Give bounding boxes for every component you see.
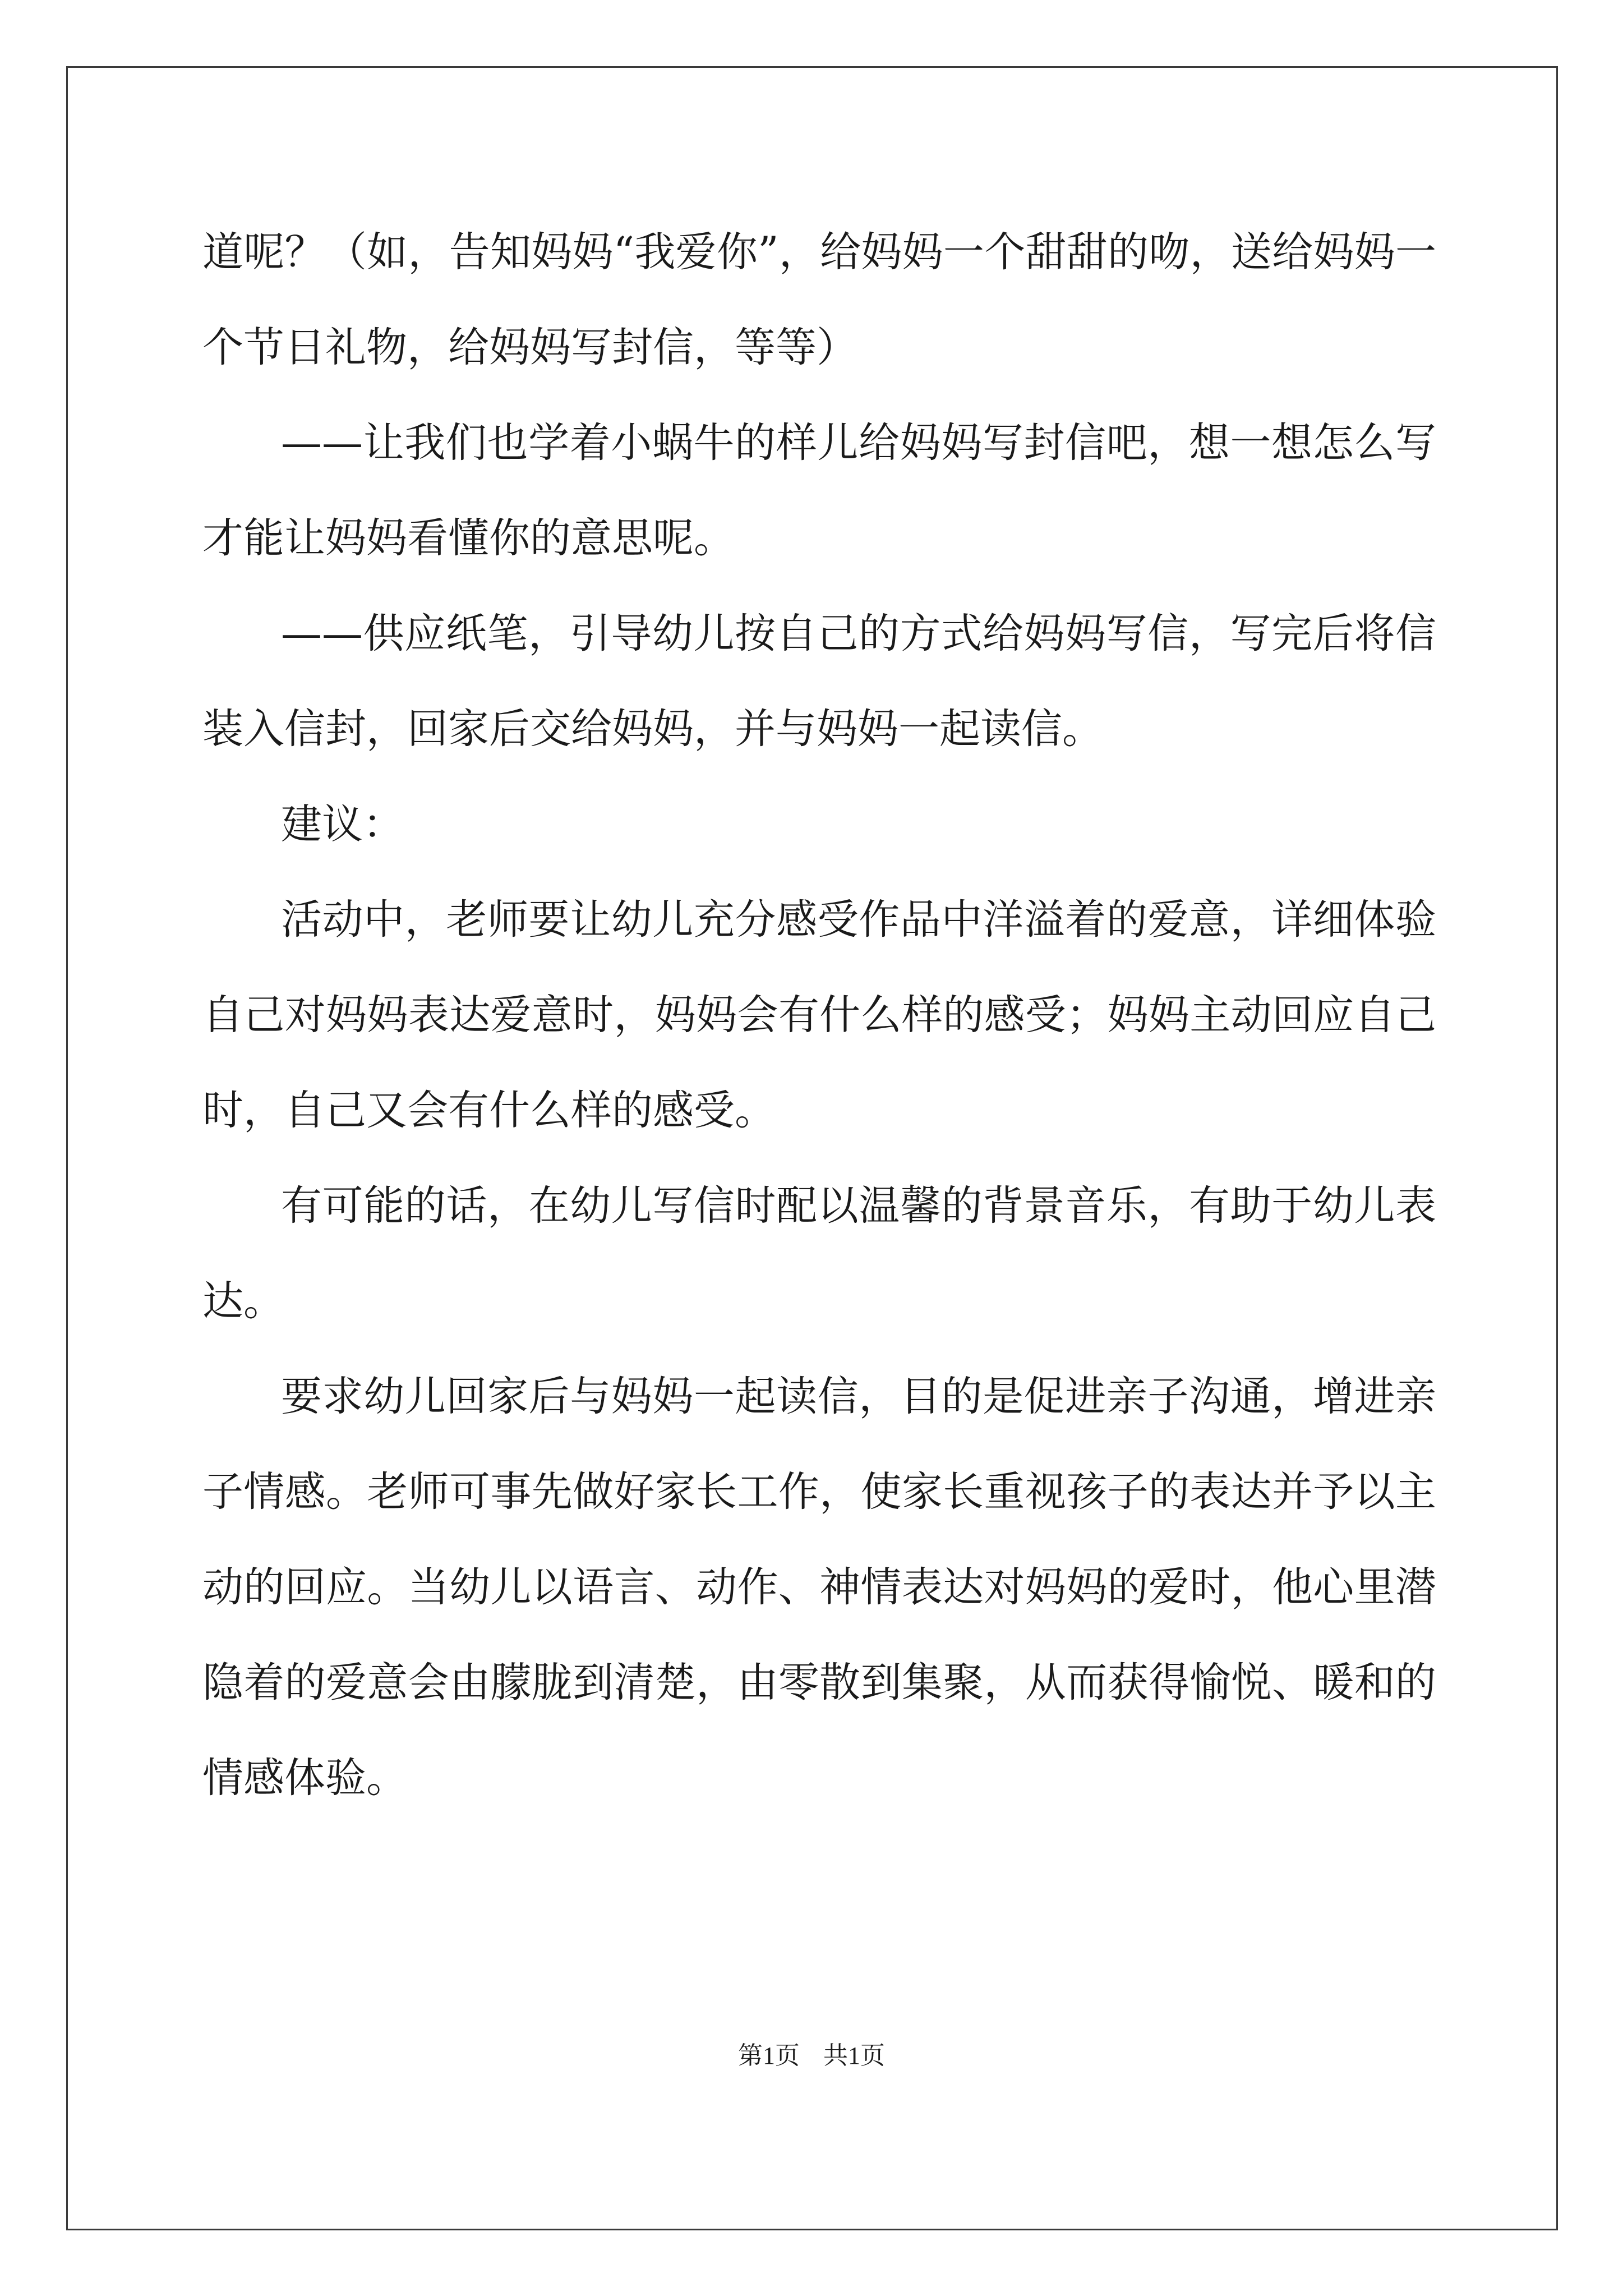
text-line: 才能让妈妈看懂你的意思呢。 (202, 514, 735, 562)
paragraph (202, 777, 1436, 872)
text-line: 个节日礼物，给妈妈写封信，等等） (202, 324, 857, 371)
text-line: 道呢？（如，告知妈妈“我爱你”，给妈妈一个甜甜的吻，送给妈妈一 (202, 228, 1436, 276)
text-line: 隐着的爱意会由朦胧到清楚，由零散到集聚，从而获得愉悦、暖和的 (202, 1659, 1436, 1706)
text-line: ——让我们也学着小蜗牛的样儿给妈妈写封信吧，想一想怎么写 (281, 419, 1436, 467)
page-number: 第1页 (738, 2042, 800, 2069)
text-line: 装入信封，回家后交给妈妈，并与妈妈一起读信。 (202, 705, 1103, 753)
text-line: 时，自己又会有什么样的感受。 (202, 1087, 776, 1134)
document-body (202, 205, 1436, 1826)
text-line: 要求幼儿回家后与妈妈一起读信，目的是促进亲子沟通，增进亲 (281, 1373, 1436, 1420)
paragraph (202, 586, 1436, 777)
paragraph (202, 1349, 1436, 1826)
text-line: 活动中，老师要让幼儿充分感受作品中洋溢着的爱意，详细体验 (281, 896, 1436, 944)
text-line: 达。 (202, 1277, 284, 1325)
paragraph (202, 1158, 1436, 1349)
text-line: 有可能的话，在幼儿写信时配以温馨的背景音乐，有助于幼儿表 (281, 1182, 1436, 1230)
page-footer (0, 2035, 1623, 2071)
page-total: 共1页 (823, 2042, 885, 2069)
text-line: 自己对妈妈表达爱意时，妈妈会有什么样的感受；妈妈主动回应自己 (202, 991, 1436, 1039)
text-line: ——供应纸笔，引导幼儿按自己的方式给妈妈写信，写完后将信 (281, 610, 1436, 657)
section-heading: 建议： (281, 800, 404, 848)
text-line: 子情感。老师可事先做好家长工作，使家长重视孩子的表达并予以主 (202, 1468, 1436, 1516)
text-line: 情感体验。 (202, 1754, 407, 1802)
paragraph (202, 395, 1436, 586)
text-line: 动的回应。当幼儿以语言、动作、神情表达对妈妈的爱时，他心里潜 (202, 1563, 1436, 1611)
paragraph (202, 872, 1436, 1158)
paragraph (202, 205, 1436, 395)
